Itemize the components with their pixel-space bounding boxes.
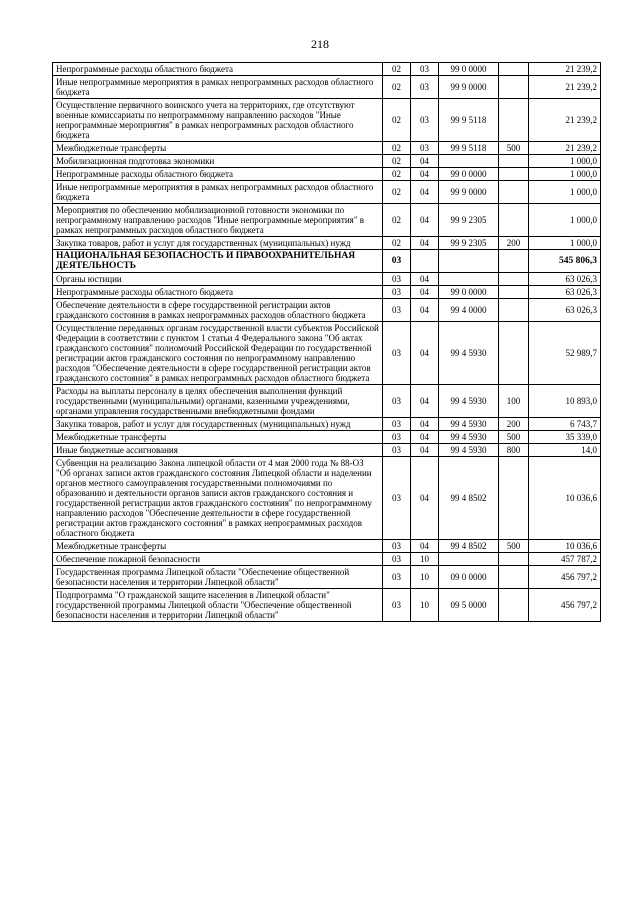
amount-cell: 14,0 (529, 444, 601, 457)
table-row (53, 99, 601, 142)
section-code-cell: 03 (383, 540, 411, 553)
expense-type-cell (499, 250, 529, 273)
table-row (53, 457, 601, 540)
row-name-cell: Обеспечение пожарной безопасности (53, 553, 383, 566)
amount-cell: 1 000,0 (529, 181, 601, 204)
row-name-cell: Межбюджетные трансферты (53, 142, 383, 155)
row-name-cell: Осуществление первичного воинского учета на территориях, где отсутствуют военные комиссариаты по непрограммному направлению расходов "Иные непрограммные мероприятия" в рамках непрограммных расходов областного бюджета (53, 99, 383, 142)
section-code-cell: 03 (383, 444, 411, 457)
amount-cell: 10 036,6 (529, 540, 601, 553)
row-name-cell: Мобилизационная подготовка экономики (53, 155, 383, 168)
amount-cell: 63 026,3 (529, 286, 601, 299)
section-code-cell: 02 (383, 142, 411, 155)
target-item-cell: 99 4 5930 (439, 322, 499, 385)
target-item-cell: 99 4 5930 (439, 431, 499, 444)
table-row (53, 286, 601, 299)
amount-cell: 63 026,3 (529, 299, 601, 322)
section-code-cell: 03 (383, 418, 411, 431)
expense-type-cell (499, 63, 529, 76)
row-name-cell: Мероприятия по обеспечению мобилизационной готовности экономики по непрограммному направлению расходов "Иные непрограммные мероприятия" в рамках непрограммных расходов областного бюджета (53, 204, 383, 237)
table-row (53, 204, 601, 237)
table-row (53, 181, 601, 204)
amount-cell: 63 026,3 (529, 273, 601, 286)
amount-cell: 1 000,0 (529, 155, 601, 168)
target-item-cell: 99 4 5930 (439, 444, 499, 457)
expense-type-cell: 500 (499, 431, 529, 444)
subsection-code-cell: 03 (411, 142, 439, 155)
subsection-code-cell: 04 (411, 204, 439, 237)
expense-type-cell: 100 (499, 385, 529, 418)
subsection-code-cell: 10 (411, 589, 439, 622)
row-name-cell: Иные непрограммные мероприятия в рамках непрограммных расходов областного бюджета (53, 76, 383, 99)
target-item-cell: 99 0 0000 (439, 168, 499, 181)
row-name-cell: Иные бюджетные ассигнования (53, 444, 383, 457)
row-name-cell: Субвенция на реализацию Закона липецкой области от 4 мая 2000 года № 88-ОЗ "Об органах записи актов гражданского состояния Липецкой области и наделении органов местного самоуправления государственными полномочиями по образованию и деятельности органов записи актов гражданского состояния и государственной регистрации актов гражданского состояния" по непрограммному направлению расходов "Обеспечение деятельности в сфере государственной регистрации актов гражданского состояния" в рамках непрограммных расходов областного бюджета (53, 457, 383, 540)
table-row (53, 250, 601, 273)
expense-type-cell (499, 99, 529, 142)
budget-table (52, 62, 601, 622)
table-row (53, 299, 601, 322)
subsection-code-cell: 04 (411, 299, 439, 322)
section-code-cell: 02 (383, 99, 411, 142)
row-name-cell: Закупка товаров, работ и услуг для государственных (муниципальных) нужд (53, 237, 383, 250)
row-name-cell: Непрограммные расходы областного бюджета (53, 168, 383, 181)
subsection-code-cell: 10 (411, 566, 439, 589)
expense-type-cell: 200 (499, 418, 529, 431)
target-item-cell: 99 9 0000 (439, 76, 499, 99)
amount-cell: 21 239,2 (529, 76, 601, 99)
page-number: 218 (311, 37, 329, 51)
row-name-cell: Подпрограмма "О гражданской защите населения в Липецкой области" государственной программы Липецкой области "Обеспечение общественной безопасности населения и территории Липецкой области" (53, 589, 383, 622)
amount-cell: 456 797,2 (529, 589, 601, 622)
target-item-cell (439, 155, 499, 168)
expense-type-cell (499, 273, 529, 286)
subsection-code-cell: 03 (411, 63, 439, 76)
subsection-code-cell: 04 (411, 155, 439, 168)
section-code-cell: 02 (383, 237, 411, 250)
amount-cell: 10 036,6 (529, 457, 601, 540)
expense-type-cell (499, 299, 529, 322)
subsection-code-cell: 04 (411, 540, 439, 553)
target-item-cell: 99 4 5930 (439, 418, 499, 431)
expense-type-cell: 500 (499, 142, 529, 155)
subsection-code-cell: 03 (411, 99, 439, 142)
subsection-code-cell: 04 (411, 322, 439, 385)
target-item-cell: 99 9 5118 (439, 99, 499, 142)
target-item-cell (439, 273, 499, 286)
section-code-cell: 03 (383, 566, 411, 589)
section-code-cell: 02 (383, 76, 411, 99)
target-item-cell: 99 9 2305 (439, 237, 499, 250)
expense-type-cell (499, 589, 529, 622)
table-row (53, 76, 601, 99)
target-item-cell: 99 4 0000 (439, 299, 499, 322)
subsection-code-cell: 04 (411, 431, 439, 444)
amount-cell: 1 000,0 (529, 204, 601, 237)
amount-cell: 10 893,0 (529, 385, 601, 418)
budget-table-body (53, 63, 601, 622)
section-code-cell: 03 (383, 553, 411, 566)
row-name-cell: Непрограммные расходы областного бюджета (53, 63, 383, 76)
expense-type-cell (499, 322, 529, 385)
row-name-cell: Непрограммные расходы областного бюджета (53, 286, 383, 299)
table-row (53, 566, 601, 589)
amount-cell: 52 989,7 (529, 322, 601, 385)
table-row (53, 142, 601, 155)
target-item-cell: 09 5 0000 (439, 589, 499, 622)
expense-type-cell (499, 76, 529, 99)
row-name-cell: Государственная программа Липецкой области "Обеспечение общественной безопасности населения и территории Липецкой области" (53, 566, 383, 589)
row-name-cell: Межбюджетные трансферты (53, 431, 383, 444)
expense-type-cell (499, 286, 529, 299)
subsection-code-cell (411, 250, 439, 273)
expense-type-cell: 500 (499, 540, 529, 553)
table-row (53, 237, 601, 250)
subsection-code-cell: 04 (411, 418, 439, 431)
section-code-cell: 02 (383, 155, 411, 168)
target-item-cell: 09 0 0000 (439, 566, 499, 589)
expense-type-cell (499, 457, 529, 540)
amount-cell: 456 797,2 (529, 566, 601, 589)
section-code-cell: 03 (383, 299, 411, 322)
target-item-cell: 99 9 5118 (439, 142, 499, 155)
row-name-cell: Обеспечение деятельности в сфере государственной регистрации актов гражданского состояния в рамках непрограммных расходов областного бюджета (53, 299, 383, 322)
section-code-cell: 03 (383, 431, 411, 444)
table-row (53, 431, 601, 444)
table-row (53, 418, 601, 431)
amount-cell: 1 000,0 (529, 237, 601, 250)
subsection-code-cell: 04 (411, 286, 439, 299)
row-name-cell: Расходы на выплаты персоналу в целях обеспечения выполнения функций государственными (муниципальными) органами, казенными учреждениями, органами управления государственными внебюджетными фондами (53, 385, 383, 418)
target-item-cell: 99 4 5930 (439, 385, 499, 418)
row-name-cell: Органы юстиции (53, 273, 383, 286)
expense-type-cell: 200 (499, 237, 529, 250)
subsection-code-cell: 04 (411, 273, 439, 286)
table-row (53, 540, 601, 553)
table-row (53, 155, 601, 168)
amount-cell: 6 743,7 (529, 418, 601, 431)
amount-cell: 545 806,3 (529, 250, 601, 273)
section-code-cell: 03 (383, 457, 411, 540)
table-row (53, 168, 601, 181)
row-name-cell: Закупка товаров, работ и услуг для государственных (муниципальных) нужд (53, 418, 383, 431)
subsection-code-cell: 04 (411, 385, 439, 418)
expense-type-cell (499, 553, 529, 566)
section-code-cell: 02 (383, 181, 411, 204)
row-name-cell: НАЦИОНАЛЬНАЯ БЕЗОПАСНОСТЬ И ПРАВООХРАНИТЕЛЬНАЯ ДЕЯТЕЛЬНОСТЬ (53, 250, 383, 273)
section-code-cell: 02 (383, 168, 411, 181)
table-row (53, 385, 601, 418)
section-code-cell: 03 (383, 322, 411, 385)
amount-cell: 35 339,0 (529, 431, 601, 444)
expense-type-cell (499, 155, 529, 168)
table-row (53, 589, 601, 622)
subsection-code-cell: 04 (411, 237, 439, 250)
target-item-cell (439, 250, 499, 273)
section-code-cell: 03 (383, 286, 411, 299)
expense-type-cell (499, 566, 529, 589)
target-item-cell: 99 0 0000 (439, 286, 499, 299)
row-name-cell: Иные непрограммные мероприятия в рамках непрограммных расходов областного бюджета (53, 181, 383, 204)
section-code-cell: 02 (383, 204, 411, 237)
subsection-code-cell: 04 (411, 457, 439, 540)
expense-type-cell (499, 204, 529, 237)
target-item-cell: 99 4 8502 (439, 540, 499, 553)
section-code-cell: 02 (383, 63, 411, 76)
target-item-cell: 99 9 2305 (439, 204, 499, 237)
section-code-cell: 03 (383, 385, 411, 418)
amount-cell: 457 787,2 (529, 553, 601, 566)
target-item-cell: 99 4 8502 (439, 457, 499, 540)
subsection-code-cell: 04 (411, 444, 439, 457)
table-row (53, 444, 601, 457)
amount-cell: 21 239,2 (529, 142, 601, 155)
target-item-cell (439, 553, 499, 566)
target-item-cell: 99 0 0000 (439, 63, 499, 76)
expense-type-cell: 800 (499, 444, 529, 457)
expense-type-cell (499, 168, 529, 181)
table-row (53, 322, 601, 385)
section-code-cell: 03 (383, 589, 411, 622)
section-code-cell: 03 (383, 250, 411, 273)
subsection-code-cell: 04 (411, 181, 439, 204)
subsection-code-cell: 04 (411, 168, 439, 181)
row-name-cell: Осуществление переданных органам государственной власти субъектов Российской Федерации в соответствии с пунктом 1 статьи 4 Федерального закона "Об актах гражданского состояния" полномочий Российской Федерации по государственной регистрации актов гражданского состояния по непрограммному направлению расходов "Обеспечение деятельности в сфере государственной регистрации актов гражданского состояния" в рамках непрограммных расходов областного бюджета (53, 322, 383, 385)
expense-type-cell (499, 181, 529, 204)
table-row (53, 273, 601, 286)
subsection-code-cell: 10 (411, 553, 439, 566)
target-item-cell: 99 9 0000 (439, 181, 499, 204)
amount-cell: 1 000,0 (529, 168, 601, 181)
amount-cell: 21 239,2 (529, 99, 601, 142)
row-name-cell: Межбюджетные трансферты (53, 540, 383, 553)
amount-cell: 21 239,2 (529, 63, 601, 76)
subsection-code-cell: 03 (411, 76, 439, 99)
section-code-cell: 03 (383, 273, 411, 286)
table-row (53, 63, 601, 76)
table-row (53, 553, 601, 566)
